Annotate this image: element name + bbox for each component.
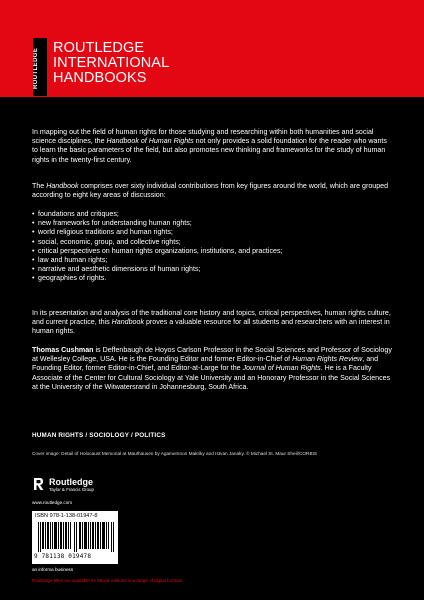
summary-paragraph: In its presentation and analysis of the traditional core history and topics, critical perspectives, human rights culture, and current practice, this Handbook proves a valuable resource for all students and researchers with an interest in human rights. (32, 309, 391, 336)
publisher-group: Taylor & Francis Group (49, 487, 94, 492)
list-item: • narrative and aesthetic dimensions of human rights; (32, 265, 392, 274)
routledge-r-icon (33, 477, 44, 491)
list-item: • critical perspectives on human rights organizations, institutions, and practices; (32, 247, 392, 256)
intro-paragraph: In mapping out the field of human rights for those studying and researching within both humanities and social science disciplines, the Handbook of Human Rights not only provides a solid foundation for the reader who wants to learn the basic parameters of the field, but also promotes new thinking and frameworks for the study of human rights in the twenty-first century. (32, 128, 387, 164)
list-item: • world religious traditions and human rights; (32, 228, 392, 237)
series-title-line2: INTERNATIONAL (53, 55, 170, 71)
series-title (53, 41, 169, 86)
list-item: • new frameworks for understanding human rights; (32, 219, 392, 228)
informa-tagline: an informa business (32, 567, 74, 572)
author-bio: Thomas Cushman is Deffenbaugh de Hoyos Carlson Professor in the Social Sciences and Professor of Sociology at Wellesley College, USA. He is the Founding Editor and former Editor-in-Chief of Human Rights Review, and Founding Editor, former Editor-in-Chief, and Editor-at-Large for the Journal of Human Rights. He is a Faculty Associate of the Center for Cultural Sociology at Yale University and an Honorary Professor in the Social Sciences at the University of the Witwatersrand in Johannesburg, South Africa. (32, 346, 392, 391)
barcode-box (32, 511, 118, 564)
contents-paragraph: The Handbook comprises over sixty individual contributions from key figures around the world, which are grouped according to eight key areas of discussion: (32, 182, 389, 200)
barcode-digits: 9 781138 019478 (34, 553, 92, 560)
routledge-logo-text: ROUTLEDGE (33, 47, 39, 89)
cover-credit: Cover image: Detail of Holocaust Memorial at Mauthausen by Agamemnon Makriky and Istvan Janaky. © Michael St. Maur Sheil/CORBIS (32, 451, 317, 456)
barcode-icon (38, 522, 114, 552)
list-item: • social, economic, group, and collective rights; (32, 238, 392, 247)
subject-categories: HUMAN RIGHTS / SOCIOLOGY / POLITICS (32, 432, 166, 439)
list-item: • law and human rights; (32, 256, 392, 265)
series-title-line1: ROUTLEDGE (53, 40, 145, 56)
isbn-number: ISBN 978-1-138-01947-8 (35, 513, 98, 519)
publisher-name: Routledge (49, 477, 93, 487)
list-item: • geographies of rights. (32, 274, 392, 283)
areas-list (32, 210, 392, 284)
publisher-website: www.routledge.com (32, 500, 73, 505)
list-item: • foundations and critiques; (32, 210, 392, 219)
ebook-note: Routledge titles are available as eBook editions in a range of digital formats (32, 578, 183, 583)
series-title-line3: HANDBOOKS (53, 70, 147, 86)
